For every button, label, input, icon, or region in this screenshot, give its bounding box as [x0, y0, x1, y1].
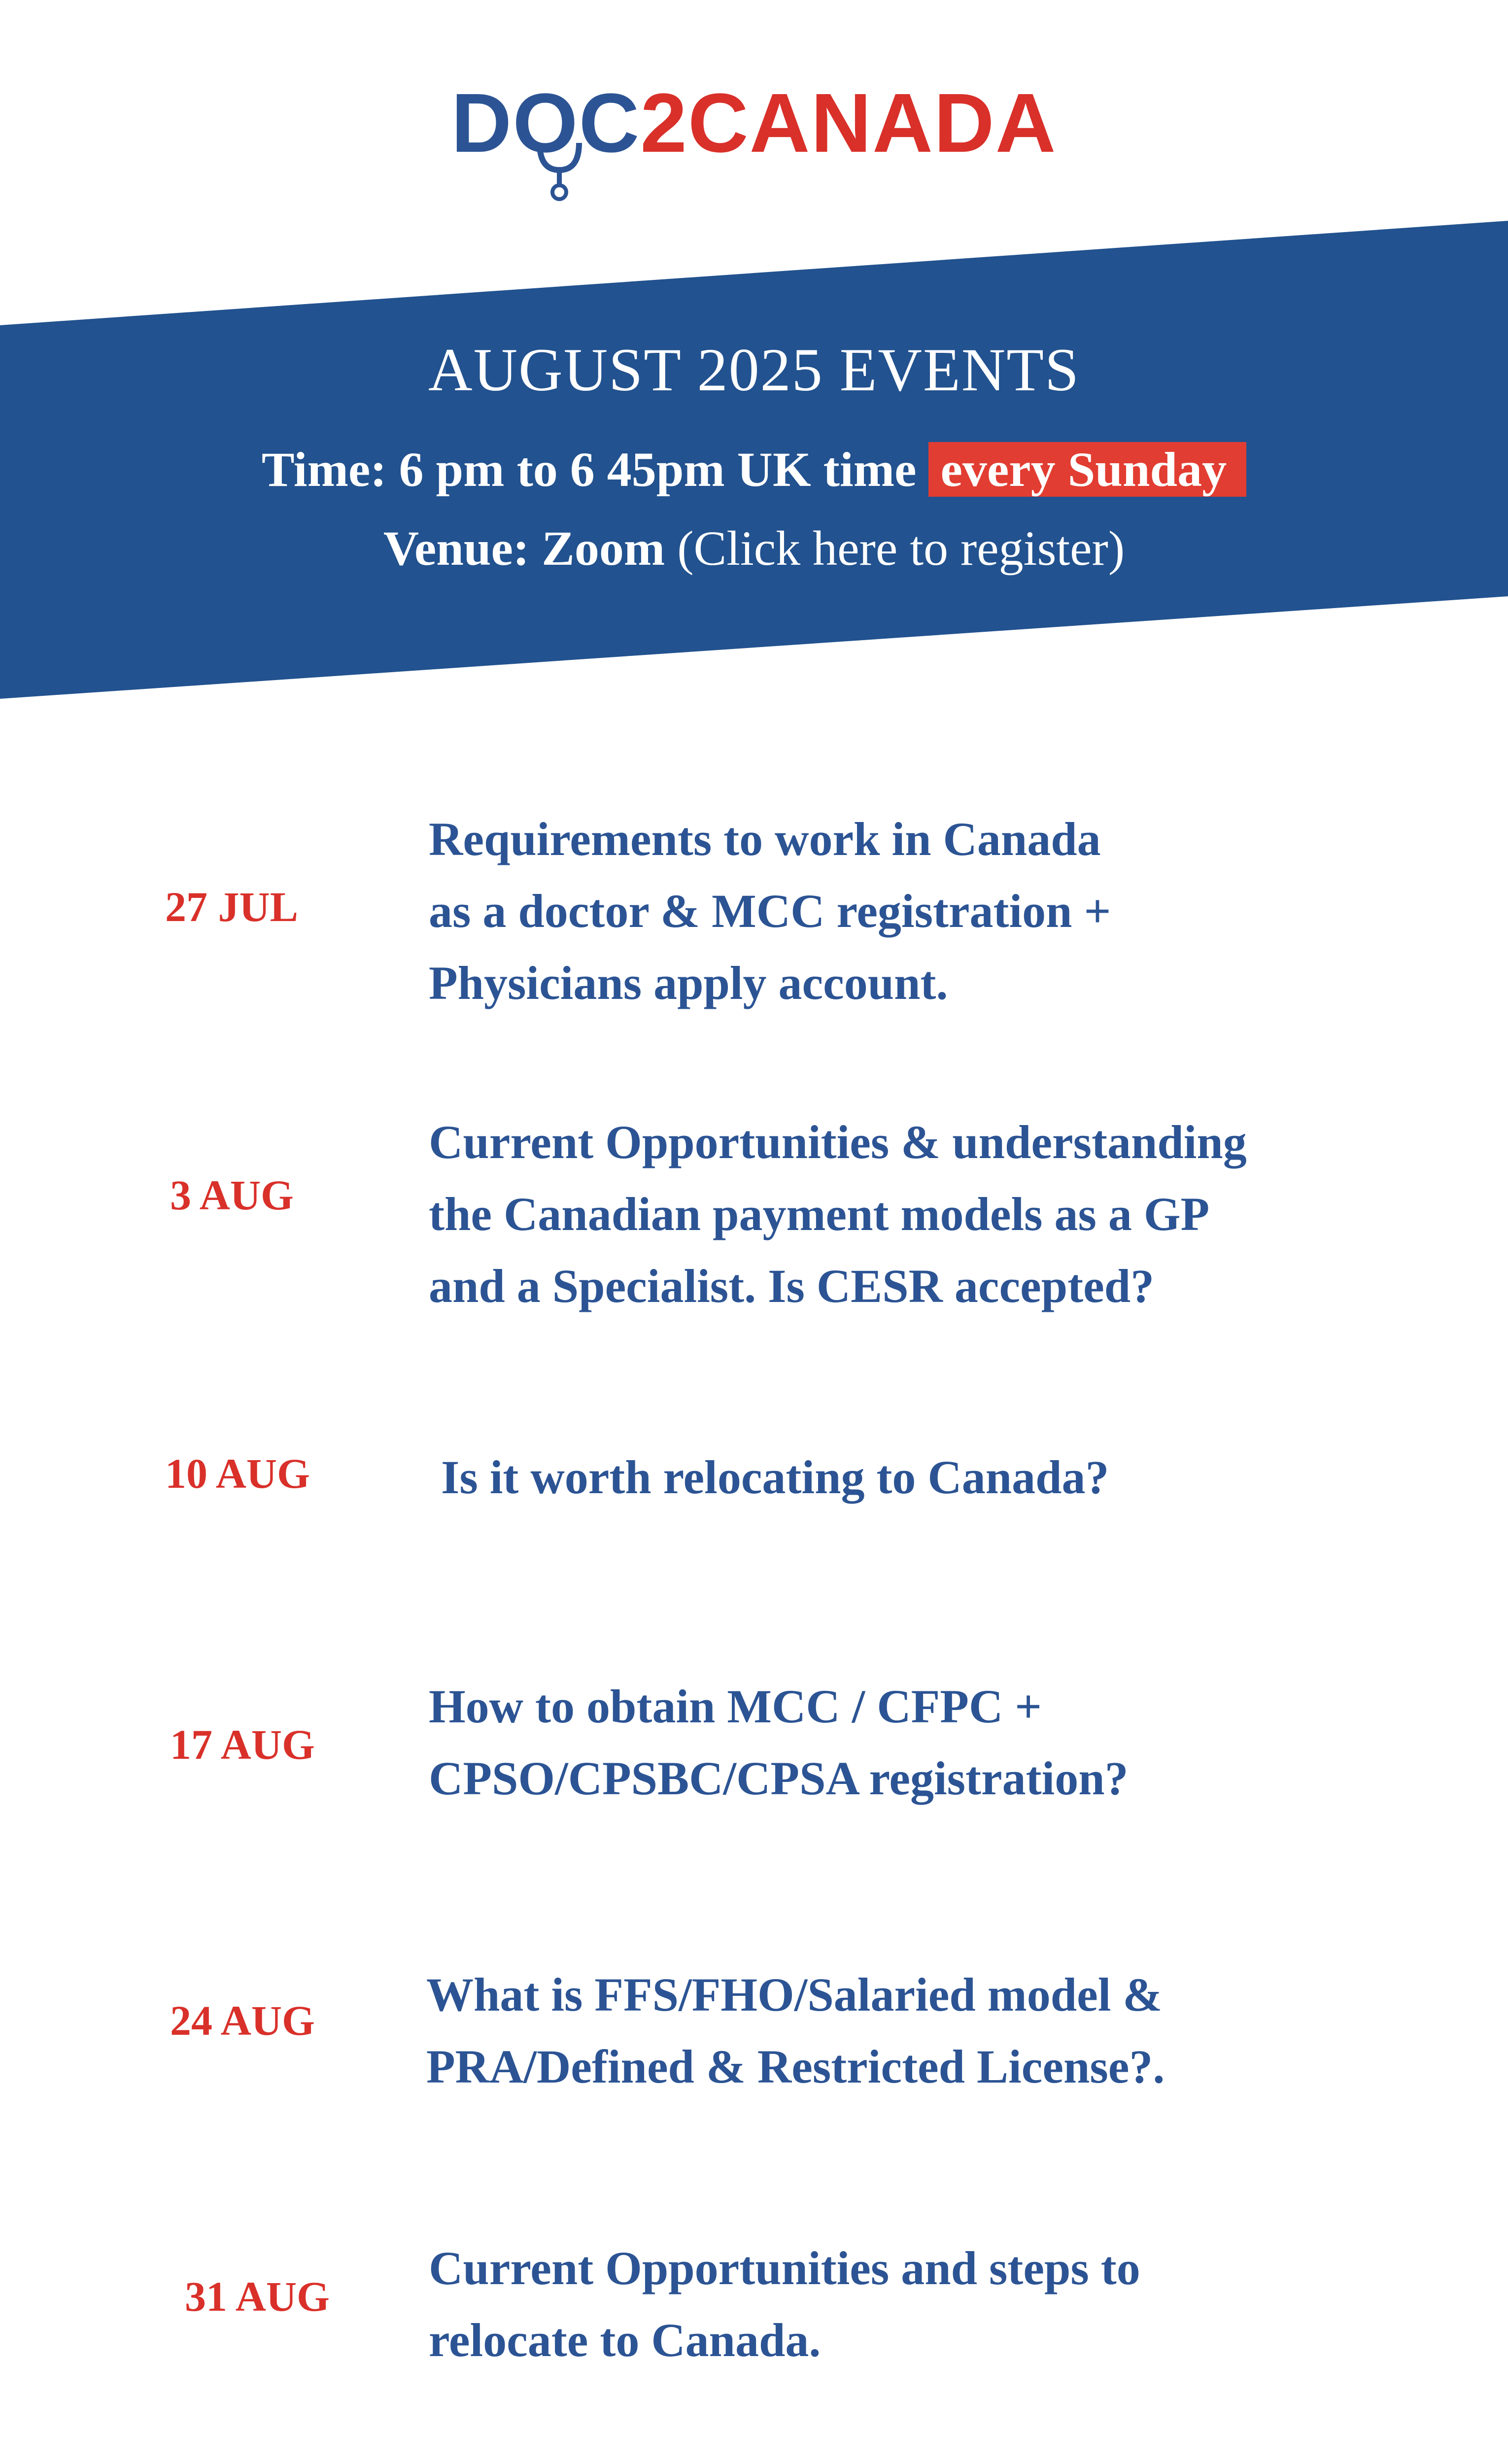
event-date: 3 AUG — [170, 1171, 294, 1219]
event-date: 27 JUL — [165, 883, 298, 930]
event-date: 31 AUG — [185, 2273, 330, 2320]
event-date: 24 AUG — [170, 1997, 315, 2044]
venue-text: Venue: Zoom — [383, 521, 665, 576]
stethoscope-icon — [530, 143, 589, 202]
event-line: Requirements to work in Canada — [429, 813, 1101, 865]
every-sunday-badge: every Sunday — [928, 442, 1246, 497]
event-description — [429, 1671, 1129, 1814]
event-line: What is FFS/FHO/Salaried model & — [426, 1968, 1163, 2021]
register-link[interactable]: (Click here to register) — [677, 521, 1125, 576]
banner-time — [0, 441, 1508, 498]
event-date: 17 AUG — [170, 1721, 315, 1768]
banner-title: AUGUST 2025 EVENTS — [428, 336, 1080, 404]
event-line: Current Opportunities and steps to — [429, 2242, 1140, 2294]
event-line: Physicians apply account. — [429, 957, 948, 1009]
event-description — [441, 1441, 1109, 1513]
logo-2canada: 2CANADA — [640, 76, 1057, 170]
event-line: Is it worth relocating to Canada? — [441, 1451, 1109, 1504]
event-line: CPSO/CPSBC/CPSA registration? — [429, 1752, 1129, 1805]
event-description — [429, 1106, 1247, 1322]
event-line: Current Opportunities & understanding — [429, 1116, 1247, 1168]
event-line: and a Specialist. Is CESR accepted? — [429, 1260, 1155, 1312]
event-description — [429, 803, 1111, 1019]
event-line: as a doctor & MCC registration + — [429, 885, 1111, 937]
event-description — [426, 1959, 1165, 2103]
banner-venue — [0, 520, 1508, 577]
event-line: How to obtain MCC / CFPC + — [429, 1680, 1042, 1733]
logo-doc: DOC — [451, 76, 641, 170]
event-line: PRA/Defined & Restricted License?. — [426, 2040, 1165, 2093]
event-date: 10 AUG — [165, 1450, 310, 1497]
event-description — [429, 2232, 1140, 2376]
event-line: relocate to Canada. — [429, 2314, 821, 2366]
time-text: Time: 6 pm to 6 45pm UK time — [261, 442, 917, 497]
logo[interactable] — [0, 74, 1508, 172]
event-line: the Canadian payment models as a GP — [429, 1188, 1210, 1240]
